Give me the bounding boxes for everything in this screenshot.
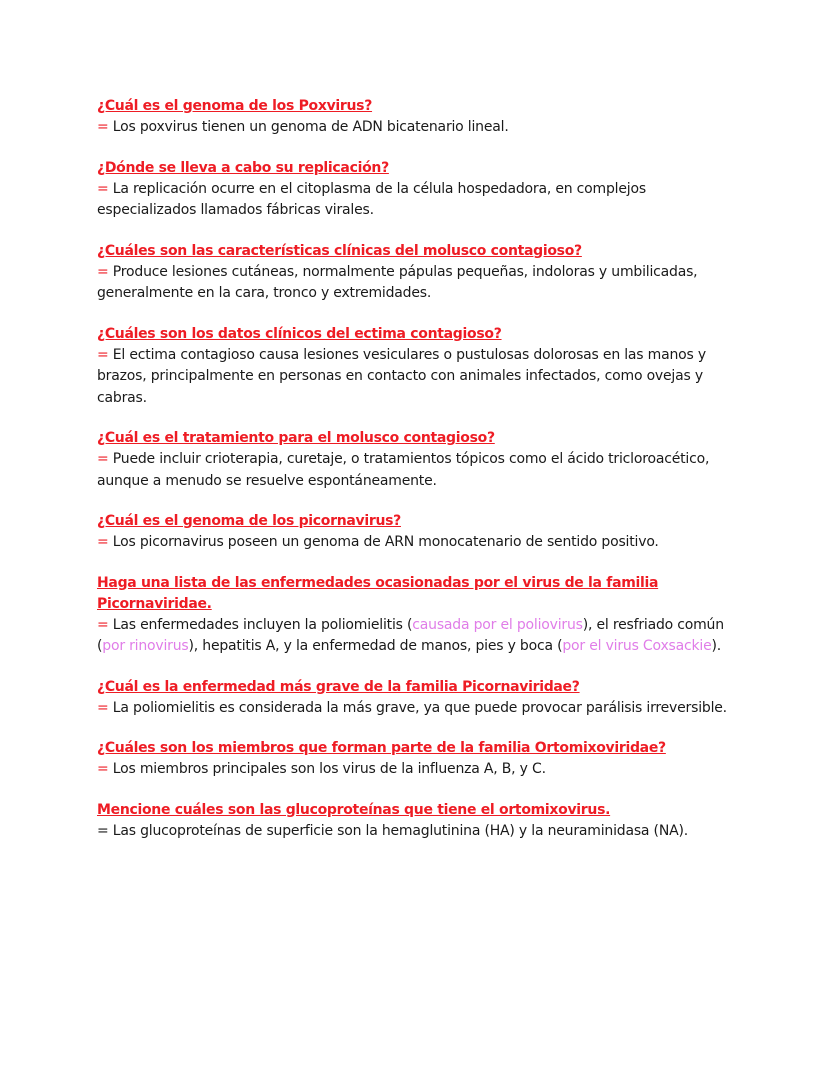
- question-heading: ¿Dónde se lleva a cabo su replicación?: [97, 159, 389, 176]
- question-heading: ¿Cuáles son los datos clínicos del ectima contagioso?: [97, 325, 502, 342]
- answer-text: [97, 179, 737, 222]
- question-heading: Haga una lista de las enfermedades ocasionadas por el virus de la familia Picornaviridae.: [97, 574, 659, 612]
- qa-block: [97, 428, 737, 492]
- equals-marker: =: [97, 346, 113, 363]
- equals-marker: =: [97, 263, 113, 280]
- document-body: [97, 96, 737, 861]
- answer-segment: El ectima contagioso causa lesiones vesiculares o pustulosas dolorosas en las manos y brazos, principalmente en personas en contacto con animales infectados, como ovejas y cabras.: [97, 346, 706, 406]
- highlighted-note: por rinovirus: [102, 638, 189, 654]
- answer-segment: ), hepatitis A, y la enfermedad de manos, pies y boca (: [188, 638, 563, 654]
- qa-block: [97, 241, 737, 305]
- equals-marker: =: [97, 534, 113, 550]
- answer-text: [97, 698, 737, 720]
- equals-marker: =: [97, 616, 113, 633]
- answer-segment: ).: [711, 638, 722, 654]
- equals-marker: =: [97, 822, 113, 839]
- qa-block: [97, 158, 737, 222]
- equals-marker: =: [97, 699, 113, 716]
- qa-block: [97, 96, 737, 139]
- answer-text: [97, 821, 737, 843]
- answer-segment: Produce lesiones cutáneas, normalmente pápulas pequeñas, indoloras y umbilicadas, generalmente en la cara, tronco y extremidades.: [97, 263, 698, 301]
- answer-text: [97, 615, 737, 658]
- qa-block: [97, 738, 737, 781]
- qa-block: [97, 677, 737, 720]
- answer-segment: Las glucoproteínas de superficie son la hemaglutinina (HA) y la neuraminidasa (NA).: [112, 822, 688, 839]
- answer-segment: ), el resfriado común (: [97, 616, 724, 654]
- equals-marker: =: [97, 761, 113, 777]
- qa-block: [97, 324, 737, 410]
- qa-block: [97, 573, 737, 658]
- question-heading: ¿Cuáles son los miembros que forman parte de la familia Ortomixoviridae?: [97, 740, 666, 756]
- question-heading: ¿Cuál es el genoma de los Poxvirus?: [97, 98, 373, 114]
- highlighted-note: por el virus Coxsackie: [562, 638, 712, 654]
- answer-segment: Los miembros principales son los virus de la influenza A, B, y C.: [112, 761, 546, 777]
- answer-segment: Los poxvirus tienen un genoma de ADN bicatenario lineal.: [112, 119, 509, 135]
- question-heading: ¿Cuáles son las características clínicas del molusco contagioso?: [97, 242, 582, 259]
- answer-text: [97, 262, 737, 305]
- qa-block: [97, 511, 737, 554]
- question-heading: Mencione cuáles son las glucoproteínas que tiene el ortomixovirus.: [97, 801, 611, 818]
- question-heading: ¿Cuál es el genoma de los picornavirus?: [97, 513, 401, 529]
- qa-block: [97, 800, 737, 843]
- answer-segment: La replicación ocurre en el citoplasma de la célula hospedadora, en complejos especializados llamados fábricas virales.: [97, 180, 646, 218]
- answer-text: [97, 759, 737, 781]
- answer-text: [97, 449, 737, 492]
- answer-text: [97, 117, 737, 139]
- highlighted-note: causada por el poliovirus: [412, 616, 583, 633]
- answer-segment: Los picornavirus poseen un genoma de ARN monocatenario de sentido positivo.: [112, 534, 659, 550]
- answer-segment: Las enfermedades incluyen la poliomielitis (: [112, 616, 413, 633]
- question-heading: ¿Cuál es la enfermedad más grave de la familia Picornaviridae?: [97, 678, 580, 695]
- answer-text: [97, 532, 737, 554]
- question-heading: ¿Cuál es el tratamiento para el molusco contagioso?: [97, 430, 495, 446]
- answer-segment: La poliomielitis es considerada la más grave, ya que puede provocar parálisis irreversible.: [112, 699, 727, 716]
- equals-marker: =: [97, 451, 113, 467]
- answer-text: [97, 345, 737, 410]
- equals-marker: =: [97, 119, 113, 135]
- answer-segment: Puede incluir crioterapia, curetaje, o tratamientos tópicos como el ácido tricloroacético, aunque a menudo se resuelve espontáneamente.: [97, 451, 710, 489]
- equals-marker: =: [97, 180, 113, 197]
